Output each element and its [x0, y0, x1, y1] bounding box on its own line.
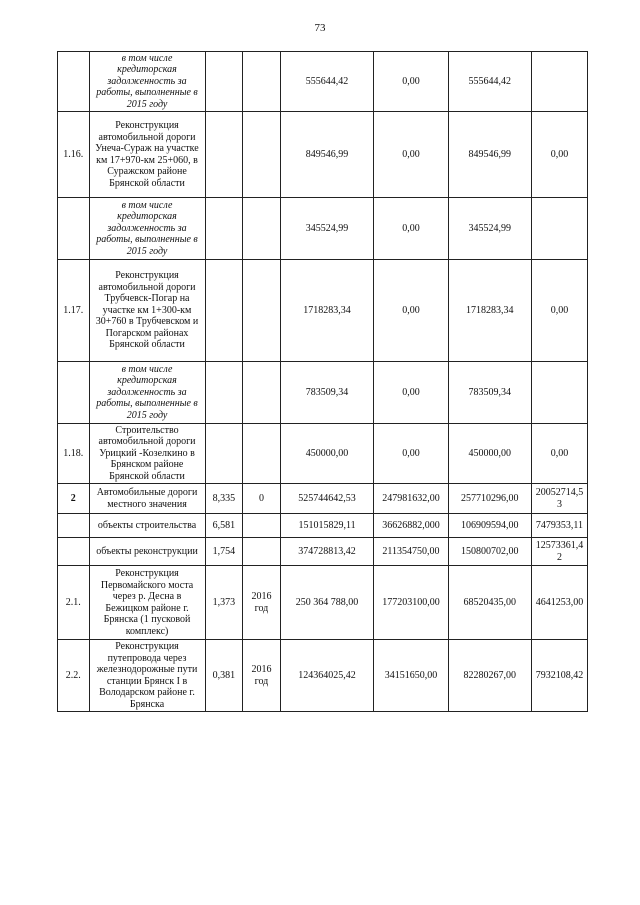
row-federal-cell: 0,00: [374, 198, 448, 260]
row-regional-cell: 1718283,34: [448, 260, 531, 362]
row-regional-cell: 106909594,00: [448, 514, 531, 538]
row-name-cell: Реконструкция Первомайского моста через р. Десна в Бежицком районе г. Брянска (1 пусковой комплекс): [89, 566, 205, 640]
row-federal-cell: 211354750,00: [374, 538, 448, 566]
row-total-cell: 374728813,42: [280, 538, 374, 566]
row-length-cell: [205, 424, 243, 484]
row-federal-cell: 177203100,00: [374, 566, 448, 640]
row-federal-cell: 0,00: [374, 112, 448, 198]
row-regional-cell: 68520435,00: [448, 566, 531, 640]
row-name-cell: объекты реконструкции: [89, 538, 205, 566]
row-other-cell: [531, 198, 587, 260]
row-number-cell: [58, 514, 90, 538]
row-length-cell: 1,754: [205, 538, 243, 566]
row-number-cell: 2.2.: [58, 640, 90, 712]
row-total-cell: 1718283,34: [280, 260, 374, 362]
table-row: [58, 640, 588, 712]
row-total-cell: 345524,99: [280, 198, 374, 260]
row-name-cell: в том числе кредиторская задолженность за работы, выполненные в 2015 году: [89, 52, 205, 112]
row-other-cell: 12573361,42: [531, 538, 587, 566]
row-other-cell: [531, 52, 587, 112]
row-federal-cell: 34151650,00: [374, 640, 448, 712]
row-year-cell: [243, 424, 281, 484]
row-federal-cell: 0,00: [374, 424, 448, 484]
row-year-cell: 2016 год: [243, 640, 281, 712]
row-length-cell: 1,373: [205, 566, 243, 640]
table-row: [58, 112, 588, 198]
row-other-cell: 7932108,42: [531, 640, 587, 712]
row-regional-cell: 82280267,00: [448, 640, 531, 712]
table-row: [58, 484, 588, 514]
row-federal-cell: 0,00: [374, 52, 448, 112]
row-regional-cell: 257710296,00: [448, 484, 531, 514]
row-number-cell: [58, 538, 90, 566]
row-name-cell: Строительство автомобильной дороги Урицкий -Козелкино в Брянском районе Брянской области: [89, 424, 205, 484]
table-row: [58, 538, 588, 566]
row-number-cell: [58, 52, 90, 112]
row-other-cell: 4641253,00: [531, 566, 587, 640]
row-federal-cell: 36626882,000: [374, 514, 448, 538]
row-number-cell: 1.18.: [58, 424, 90, 484]
row-regional-cell: 450000,00: [448, 424, 531, 484]
row-total-cell: 783509,34: [280, 362, 374, 424]
row-name-cell: в том числе кредиторская задолженность за работы, выполненные в 2015 году: [89, 198, 205, 260]
row-number-cell: 1.17.: [58, 260, 90, 362]
row-year-cell: [243, 362, 281, 424]
row-name-cell: Реконструкция автомобильной дороги Унеча-Сураж на участке км 17+970-км 25+060, в Суражском районе Брянской области: [89, 112, 205, 198]
row-year-cell: 0: [243, 484, 281, 514]
row-length-cell: [205, 112, 243, 198]
row-name-cell: Автомобильные дороги местного значения: [89, 484, 205, 514]
row-total-cell: 124364025,42: [280, 640, 374, 712]
row-total-cell: 450000,00: [280, 424, 374, 484]
row-length-cell: 8,335: [205, 484, 243, 514]
row-regional-cell: 345524,99: [448, 198, 531, 260]
row-year-cell: [243, 538, 281, 566]
row-number-cell: 2: [58, 484, 90, 514]
row-length-cell: 6,581: [205, 514, 243, 538]
table-body: [58, 52, 588, 712]
row-federal-cell: 0,00: [374, 260, 448, 362]
row-total-cell: 151015829,11: [280, 514, 374, 538]
row-number-cell: [58, 198, 90, 260]
row-name-cell: в том числе кредиторская задолженность за работы, выполненные в 2015 году: [89, 362, 205, 424]
page-number: 73: [314, 22, 326, 34]
row-number-cell: [58, 362, 90, 424]
table-row: [58, 362, 588, 424]
row-federal-cell: 0,00: [374, 362, 448, 424]
row-name-cell: Реконструкция автомобильной дороги Трубчевск-Погар на участке км 1+300-км 30+760 в Трубчевском и Погарском районах Брянской области: [89, 260, 205, 362]
row-year-cell: [243, 198, 281, 260]
row-total-cell: 250 364 788,00: [280, 566, 374, 640]
table-row: [58, 566, 588, 640]
table-row: [58, 260, 588, 362]
row-regional-cell: 849546,99: [448, 112, 531, 198]
row-year-cell: [243, 112, 281, 198]
budget-table: [57, 51, 588, 712]
row-length-cell: [205, 260, 243, 362]
row-year-cell: [243, 260, 281, 362]
row-name-cell: Реконструкция путепровода через железнодорожные пути станции Брянск I в Володарском районе г. Брянска: [89, 640, 205, 712]
row-length-cell: [205, 52, 243, 112]
table-row: [58, 424, 588, 484]
row-length-cell: [205, 198, 243, 260]
row-regional-cell: 555644,42: [448, 52, 531, 112]
table-row: [58, 52, 588, 112]
row-other-cell: 7479353,11: [531, 514, 587, 538]
row-other-cell: 0,00: [531, 424, 587, 484]
row-length-cell: 0,381: [205, 640, 243, 712]
row-number-cell: 1.16.: [58, 112, 90, 198]
row-other-cell: 0,00: [531, 260, 587, 362]
row-total-cell: 849546,99: [280, 112, 374, 198]
row-regional-cell: 783509,34: [448, 362, 531, 424]
row-length-cell: [205, 362, 243, 424]
row-number-cell: 2.1.: [58, 566, 90, 640]
row-total-cell: 555644,42: [280, 52, 374, 112]
table-row: [58, 514, 588, 538]
row-year-cell: [243, 514, 281, 538]
row-name-cell: объекты строительства: [89, 514, 205, 538]
row-year-cell: [243, 52, 281, 112]
row-other-cell: 0,00: [531, 112, 587, 198]
row-other-cell: 20052714,53: [531, 484, 587, 514]
row-regional-cell: 150800702,00: [448, 538, 531, 566]
table-row: [58, 198, 588, 260]
row-total-cell: 525744642,53: [280, 484, 374, 514]
row-other-cell: [531, 362, 587, 424]
row-year-cell: 2016 год: [243, 566, 281, 640]
row-federal-cell: 247981632,00: [374, 484, 448, 514]
